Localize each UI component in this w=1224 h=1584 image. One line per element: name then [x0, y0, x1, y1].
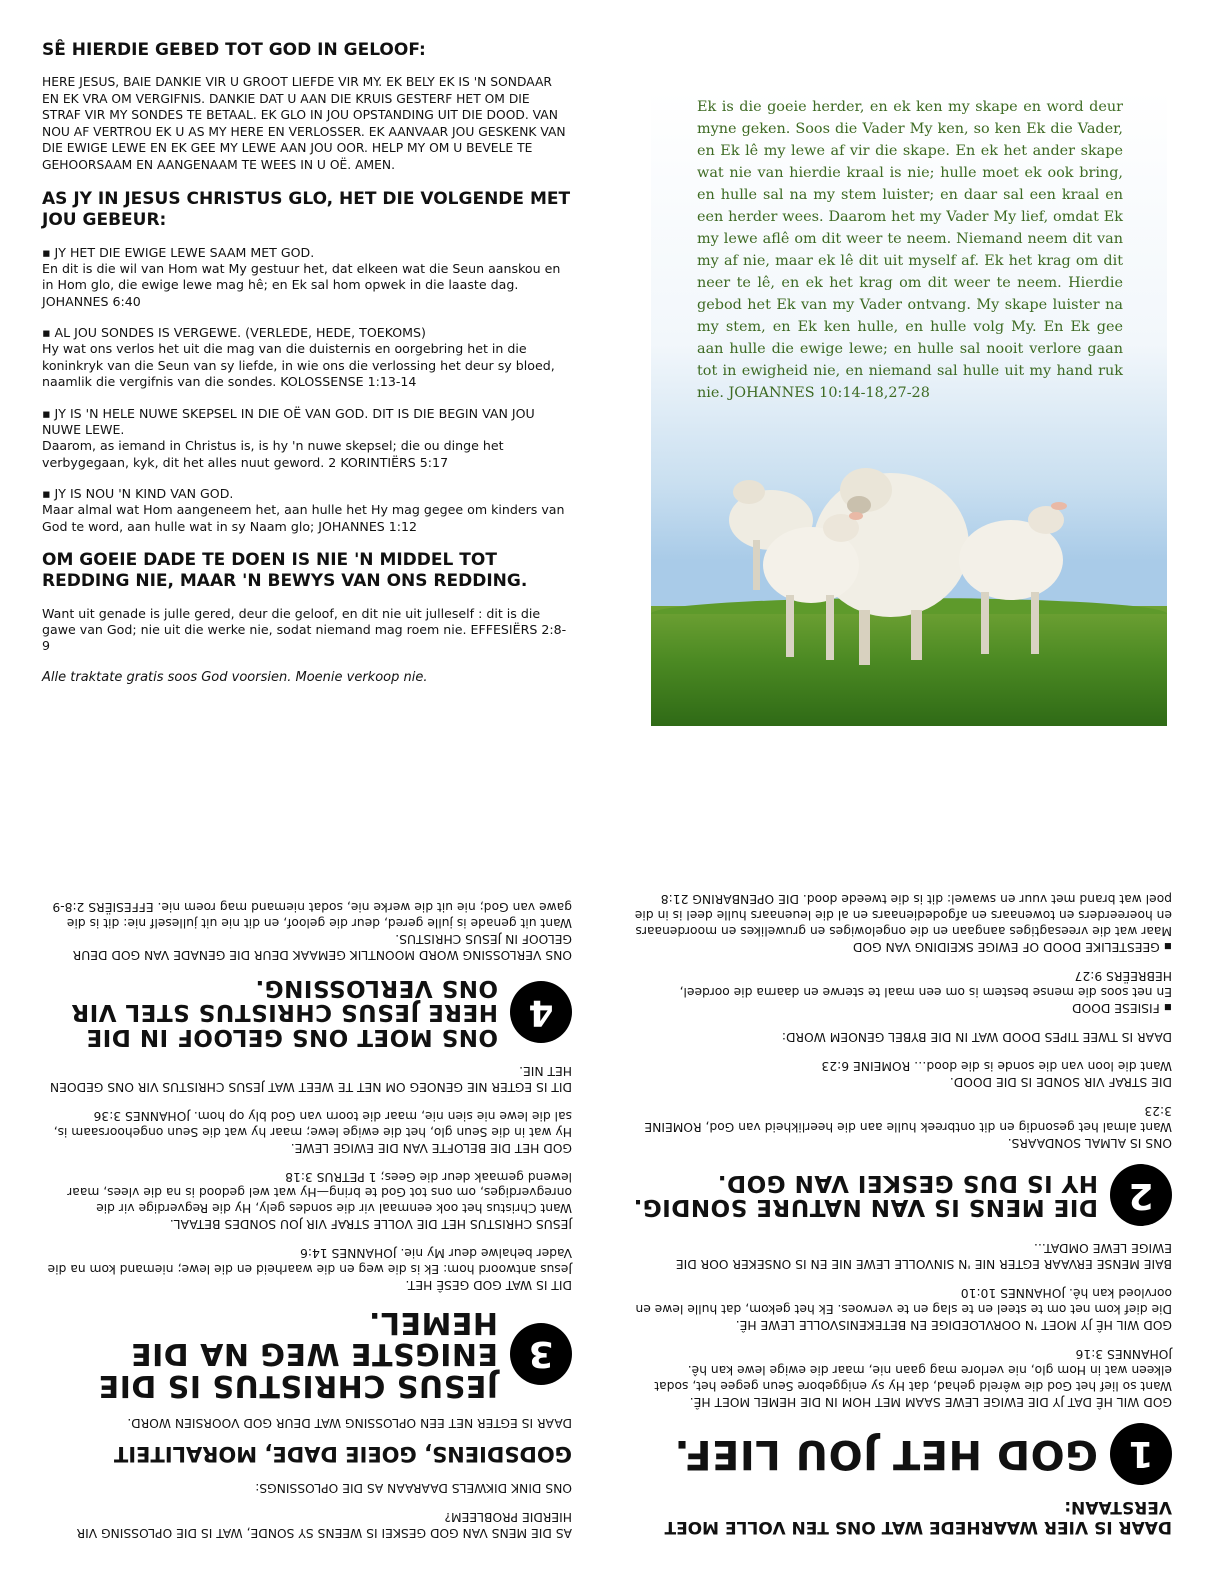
truth-4-header	[42, 976, 572, 1048]
truths-1-2-panel	[632, 826, 1172, 1536]
prayer-panel	[42, 40, 572, 740]
truth-2-block	[632, 1102, 1172, 1150]
section-text: Want die loon van die sonde is die dood… ROMEINE 6:23	[821, 1059, 1172, 1074]
truth-1-title: GOD HET JOU LIEF.	[673, 1430, 1098, 1477]
benefit-item	[42, 245, 572, 310]
section-head: DIE STRAF VIR SONDE IS DIE DOOD.	[949, 1075, 1172, 1090]
benefit-head: ▪ JY IS NOU 'N KIND VAN GOD.	[42, 485, 234, 501]
truth-1-block	[632, 1345, 1172, 1409]
section-text: Want so lief het God die wêreld gehad, dat Hy sy eniggebore Seun gegee het, sodat elkeen wat in Hom glo, nie verlore mag gaan nie, maar die ewige lewe kan hê. JOHANNES 3:16	[654, 1346, 1172, 1393]
truth-1-block	[632, 1284, 1172, 1332]
benefit-text: Hy wat ons verlos het uit die mag van die duisternis en oorgebring het in die koninkryk van die Seun van sy liefde, in wie ons die verlossing het deur sy bloed, naamlik die vergifnis van die sondes. KOLOSSENSE 1:13-14	[42, 341, 555, 390]
truth-3-header	[42, 1306, 572, 1401]
section-text: Jesus antwoord hom: Ek is die weg en die waarheid en die lewe; niemand kom na die Vader behalwe deur My nie. JOHANNES 14:6	[47, 1246, 572, 1277]
section-text: Want uit genade is julle gered, deur die geloof, en dit nie uit julleself nie: dit is die gawe van God; nie uit die werke nie, sodat niemand mag roem nie. EFFESIËRS 2:8-9	[52, 900, 572, 931]
benefit-item	[42, 325, 572, 390]
section-text: Want Christus het ook eenmaal vir die sondes gely, Hy die Regverdige vir die onregverdiges, om ons tot God te bring—Hy wat wel gedood is na die vlees, maar lewend gemaak deur die Gees; 1 PETRUS 3:18	[67, 1169, 572, 1216]
benefit-head: ▪ AL JOU SONDES IS VERGEWE. (VERLEDE, HEDE, TOEKOMS)	[42, 325, 426, 341]
sheep-image-panel	[651, 90, 1167, 726]
free-tract-note: Alle traktate gratis soos God voorsien. Moenie verkoop nie.	[42, 669, 428, 685]
section-text: Want almal het gesondig en dit ontbreek hulle aan die heerlikheid van God, ROMEINE 3:23	[644, 1104, 1172, 1135]
benefit-head: ▪ JY IS 'N HELE NUWE SKEPSEL IN DIE OË VAN GOD. DIT IS DIE BEGIN VAN JOU NUWE LEWE.	[42, 405, 535, 437]
section-head: ▪ GEESTELIKE DOOD OF EWIGE SKEIDING VAN GOD	[852, 940, 1172, 955]
shepherd-verse: Ek is die goeie herder, en ek ken my skape en word deur myne geken. Soos die Vader My ken, so ken Ek die Vader, en Ek lê my lewe af vir die skape. En ek het ander skape wat nie van hierdie kraal is nie; hulle moet ek ook bring, en hulle sal na my stem luister; en daar sal een kraal en een herder wees. Daarom het my Vader My lief, omdat Ek my lewe aflê om dit weer te neem. Niemand neem dit van my af nie, maar ek lê dit uit myself af. Ek het krag om dit neer te lê, en ek het krag om dit weer te neem. Hierdie gebod het Ek van my Vader ontvang. My skape luister na my stem, en Ek ken hulle, en hulle volg My. En Ek gee aan hulle die ewige lewe; en hulle sal nooit verlore gaan tot in ewigheid nie, en niemand sal hulle uit my hand ruk nie. JOHANNES 10:14-18,27-28	[697, 99, 1123, 402]
section-head: DAAR IS TWEE TIPES DOOD WAT IN DIE BYBEL GENOEM WORD:	[781, 1030, 1172, 1045]
benefit-item	[42, 406, 572, 471]
section-head: GOD WIL HÊ DAT JY DIE EWIGE LEWE SAAM MET HOM IN DIE HEMEL MOET HÊ.	[689, 1394, 1172, 1409]
prayer-text: HERE JESUS, BAIE DANKIE VIR U GROOT LIEFDE VIR MY. EK BELY EK IS 'N SONDAAR EN EK VRA OM VERGIFNIS. DANKIE DAT U AAN DIE KRUIS GESTERF HET OM DIE STRAF VIR MY SONDES TE BETAAL. EK GLO IN JOU OPSTANDING UIT DIE DOOD. VAN NOU AF VERTROU EK U AS MY HERE EN VERLOSSER. EK AANVAAR JOU GESKENK VAN DIE EWIGE LEWE EN EK GEE MY LEWE AAN JOU OOR. HELP MY OM U BEVELE TE GEHOORSAAM EN AANGENAAM TE WEES IN U OË. AMEN.	[42, 75, 566, 172]
truth-1-header	[632, 1423, 1172, 1485]
truth-2-block	[632, 967, 1172, 1015]
truth-4-title: ONS MOET ONS GELOOF IN DIE HERE JESUS CHRISTUS STEL VIR ONS VERLOSSING.	[70, 975, 498, 1050]
benefit-text: Daarom, as iemand in Christus is, is hy 'n nuwe skepsel; die ou dinge het verbygegaan, kyk, dit het alles nuut geword. 2 KORINTIËRS 5:17	[42, 438, 504, 470]
truth-4-block	[42, 898, 572, 962]
truth-3-block	[42, 1107, 572, 1155]
section-text: Maar wat die vreesagtiges aangaan en die ongelowiges en gruwelikes en moordenaars en hoereerders en towenaars en afgodedienaars en al die leuenaars hulle deel is in die poel wat brand met vuur en swawel: dit is die tweede dood. DIE OPENBARING 21:8	[634, 892, 1172, 939]
truth-3-title: JESUS CHRISTUS IS DIE ENIGSTE WEG NA DIE HEMEL.	[98, 1304, 498, 1403]
benefit-head: ▪ JY HET DIE EWIGE LEWE SAAM MET GOD.	[42, 244, 315, 260]
benefit-text: Maar almal wat Hom aangeneem het, aan hulle het Hy mag gegee om kinders van God te word, aan hulle wat in sy Naam glo; JOHANNES 1:12	[42, 502, 565, 534]
section-head: ▪ FISIESE DOOD	[1072, 1001, 1172, 1016]
number-badge: 4	[510, 981, 572, 1043]
number-badge: 1	[1110, 1423, 1172, 1485]
believe-subtitle: AS JY IN JESUS CHRISTUS GLO, HET DIE VOLGENDE MET JOU GEBEUR:	[42, 189, 571, 230]
truth-2-title: DIE MENS IS VAN NATURE SONDIG. HY IS DUS GESKEI VAN GOD.	[633, 1170, 1098, 1221]
section-head: GOD WIL HÊ JY MOET 'N OORVLOEDIGE EN BETEKENISVOLLE LEWE HÊ.	[735, 1317, 1172, 1332]
section-head: GOD HET DIE BELOFTE VAN DIE EWIGE LEWE.	[290, 1140, 572, 1155]
section-text: En net soos die mense bestem is om een maal te sterwe en daarna die oordeel, HEBREËRS 9:27	[679, 969, 1172, 1000]
solution-question: AS DIE MENS VAN GOD GESKEI IS WEENS SY SONDE, WAT IS DIE OPLOSSING VIR HIERDIE PROBLEEM?	[76, 1510, 572, 1540]
section-head: ONS VERLOSSING WORD MOONTLIK GEMAAK DEUR DIE GENADE VAN GOD DEUR GELOOF IN JESUS CHRISTUS.	[72, 932, 572, 963]
truth-3-block	[42, 1168, 572, 1232]
benefit-text: En dit is die wil van Hom wat My gestuur het, dat elkeen wat die Seun aanskou en in Hom glo, die ewige lewe mag hê; en Ek sal hom opwek in die laaste dag. JOHANNES 6:40	[42, 261, 561, 309]
section-text: Die dief kom net om te steel en te slag en te verwoes. Ek het gekom, dat hulle lewe en oorvloed kan hê. JOHANNES 10:10	[635, 1286, 1172, 1316]
sheep-illustration	[691, 450, 1111, 680]
false-solutions: GODSDIENS, GOEIE DADE, MORALITEIT	[113, 1442, 572, 1467]
number-badge: 2	[1110, 1164, 1172, 1226]
prayer-title: SÊ HIERDIE GEBED TOT GOD IN GELOOF:	[42, 40, 426, 60]
truth-2-header	[632, 1164, 1172, 1226]
benefit-item	[42, 486, 572, 535]
four-truths-intro: DAAR IS VIER WAARHEDE WAT ONS TEN VOLLE MOET VERSTAAN:	[664, 1497, 1172, 1537]
solution-intro: ONS DINK DIKWELS DAARAAN AS DIE OPLOSSINGS:	[255, 1481, 572, 1496]
truth-3-block	[42, 1244, 572, 1292]
section-head: DIT IS WAT GOD GESÊ HET.	[405, 1278, 572, 1293]
section-text: Hy wat in die Seun glo, het die ewige lewe; maar hy wat die Seun ongehoorsaam is, sal die lewe nie sien nie, maar die toorn van God bly op hom. JOHANNES 3:36	[53, 1108, 572, 1139]
section-head: DIT IS EGTER NIE GENOEG OM NET TE WEET WAT JESUS CHRISTUS VIR ONS GEDOEN HET NIE.	[49, 1063, 572, 1094]
section-head: JESUS CHRISTUS HET DIE VOLLE STRAF VIR JOU SONDES BETAAL.	[169, 1217, 572, 1232]
works-text: Want uit genade is julle gered, deur die geloof, en dit nie uit julleself : dit is die gawe van God; nie uit die werke nie, sodat niemand mag roem nie. EFFESIËRS 2:8-9	[42, 605, 567, 654]
section-head: BAIE MENSE ERVAAR EGTER NIE 'N SINVOLLE LEWE NIE EN IS ONSEKER OOR DIE EWIGE LEWE OMDAT...	[675, 1241, 1172, 1272]
truth-2-block	[632, 890, 1172, 954]
truths-3-4-panel	[42, 810, 572, 1540]
truth-2-block	[632, 1057, 1172, 1089]
works-title: OM GOEIE DADE TE DOEN IS NIE 'N MIDDEL TOT REDDING NIE, MAAR 'N BEWYS VAN ONS REDDING.	[42, 550, 528, 591]
one-solution-note: DAAR IS EGTER NET EEN OPLOSSING WAT DEUR GOD VOORSIEN WORD.	[127, 1415, 572, 1430]
section-head: ONS IS ALMAL SONDAARS.	[1007, 1136, 1172, 1151]
number-badge: 3	[510, 1323, 572, 1385]
